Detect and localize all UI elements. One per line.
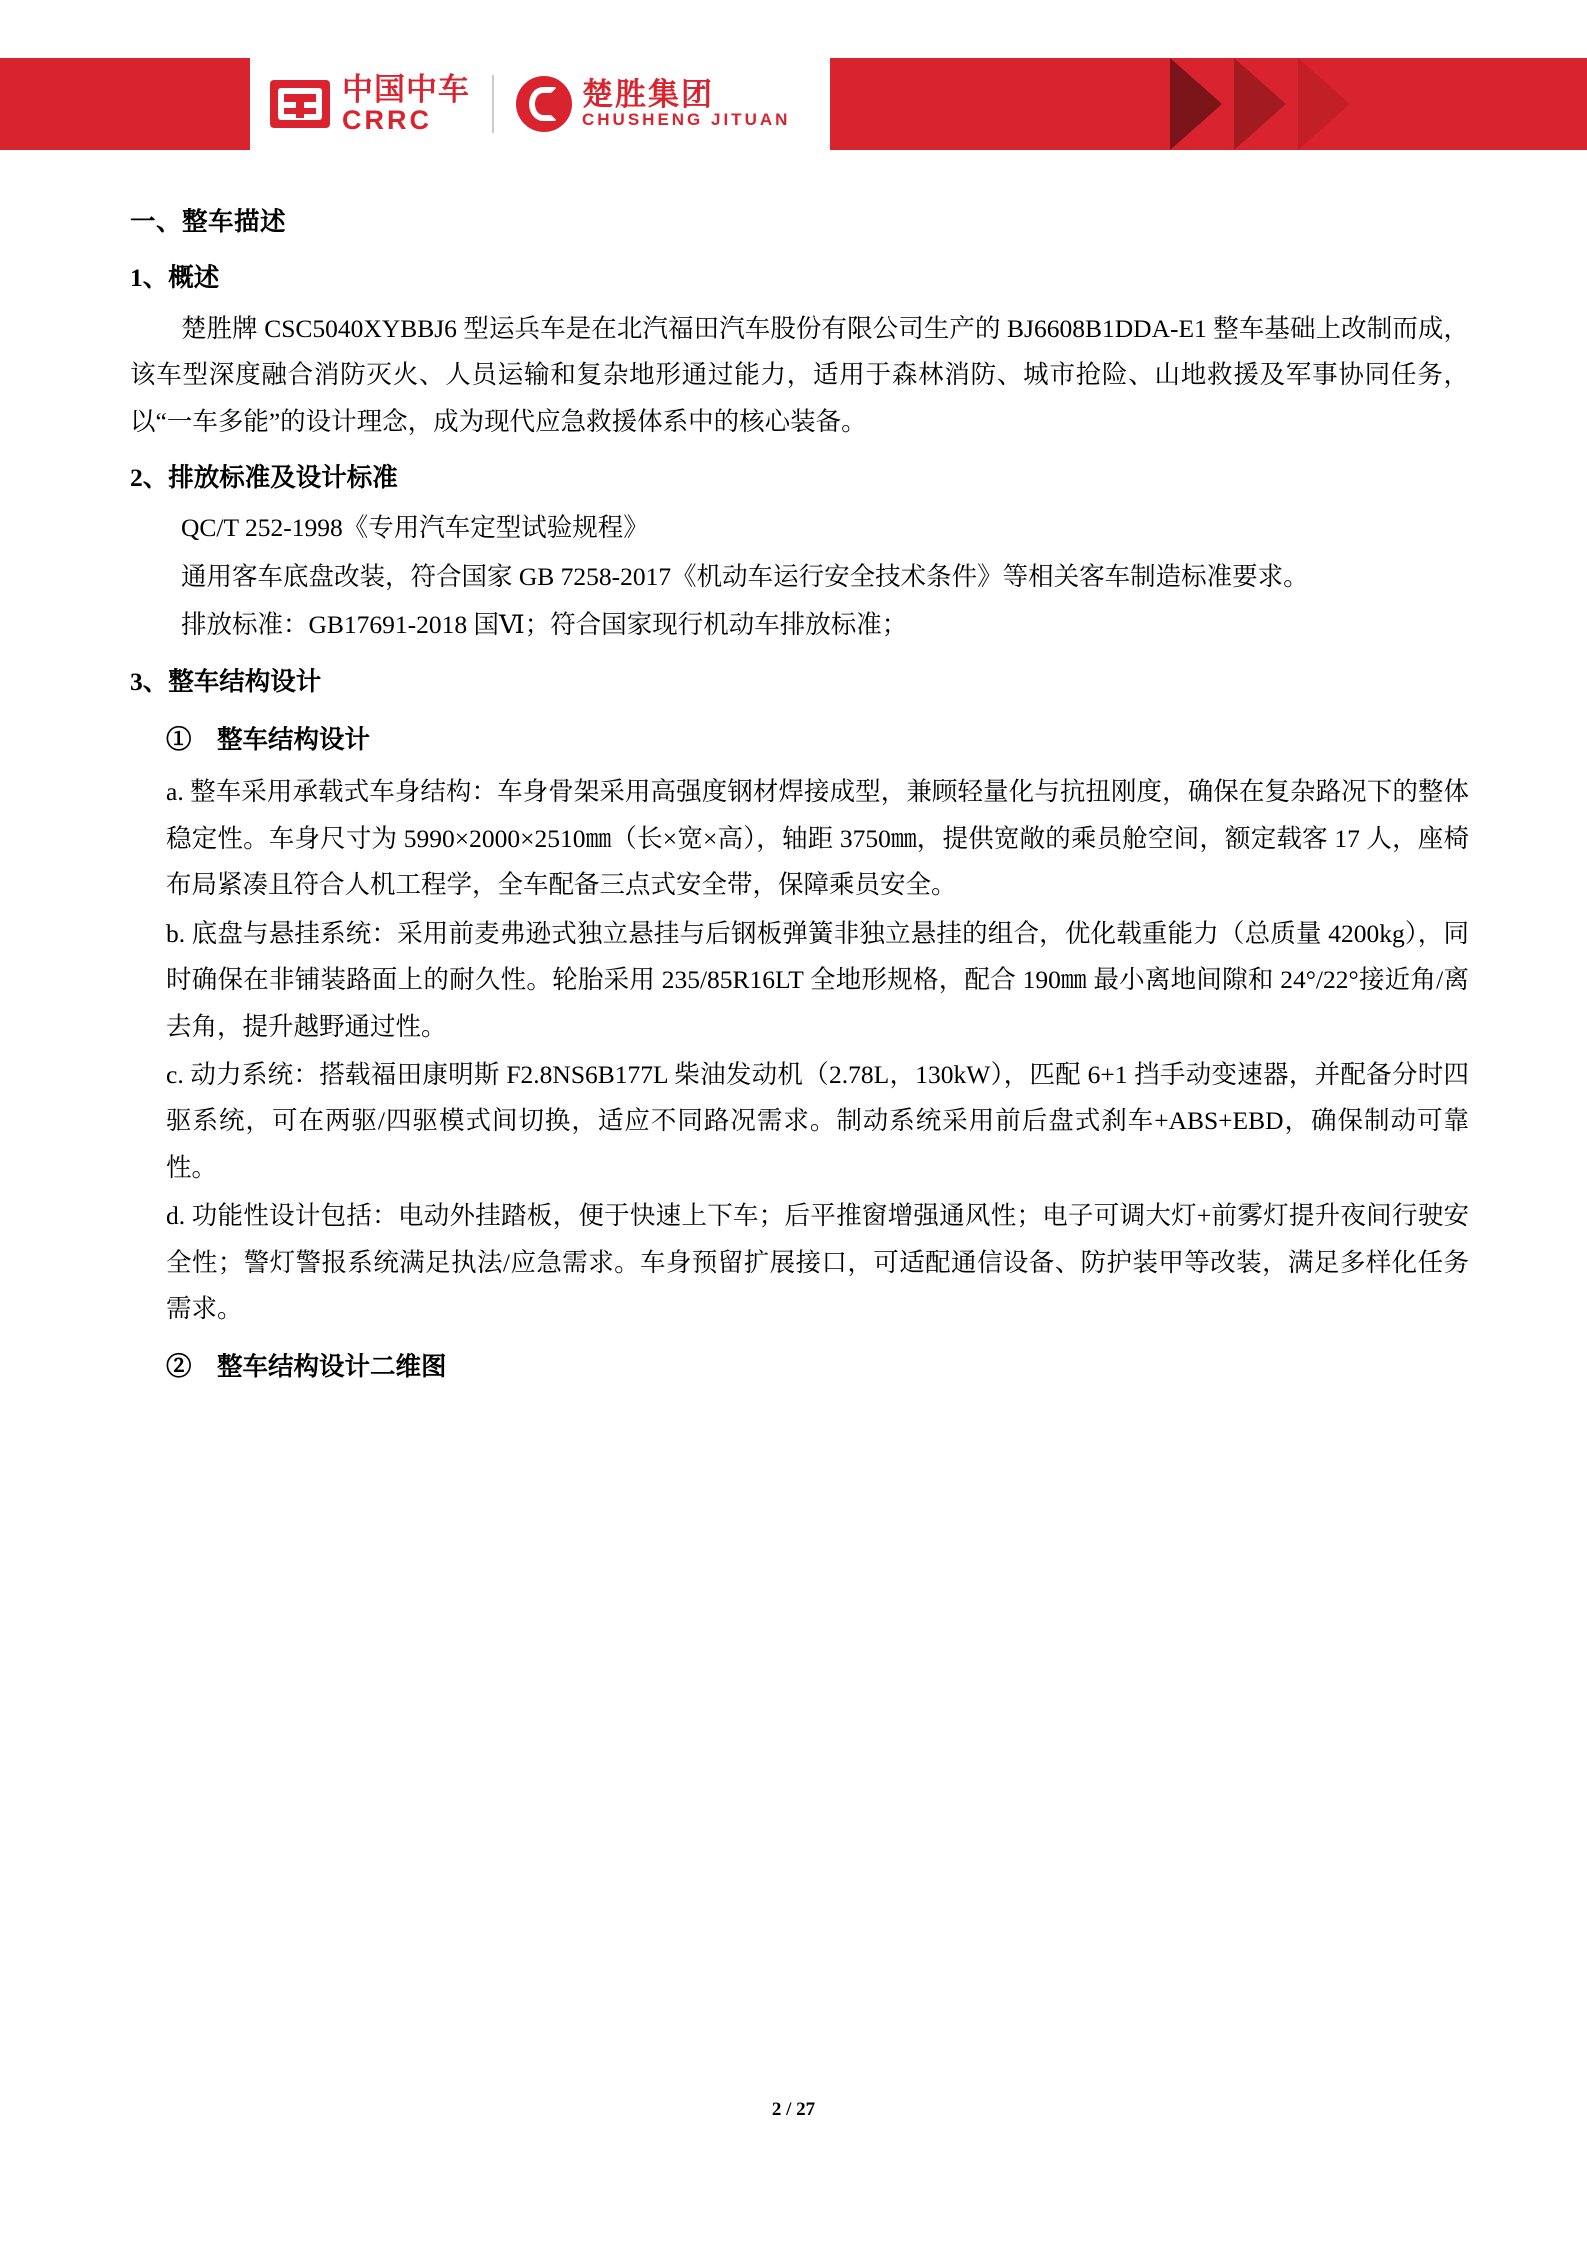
crrc-logo xyxy=(268,71,470,136)
chusheng-logo-en: CHUSHENG JITUAN xyxy=(582,110,791,130)
chusheng-logo-cn: 楚胜集团 xyxy=(582,76,714,112)
standard-line-2: 通用客车底盘改装，符合国家 GB 7258-2017《机动车运行安全技术条件》等相关客车制造标准要求。 xyxy=(181,561,1309,591)
crrc-logo-cn: 中国中车 xyxy=(342,71,470,107)
item-c-paragraph: c. 动力系统：搭载福田康明斯 F2.8NS6B177L 柴油发动机（2.78L，130kW），匹配 6+1 挡手动变速器，并配备分时四驱系统，可在两驱/四驱模式间切换，适应不同路况需求。制动系统采用前后盘式刹车+ABS+EBD，确保制动可靠性。 xyxy=(166,1059,1469,1182)
crrc-logo-en: CRRC xyxy=(342,105,432,136)
chevron-arrow-icon xyxy=(1362,58,1414,150)
page-header-banner xyxy=(0,0,1587,175)
item-heading-2d-drawing: ② 整车结构设计二维图 xyxy=(166,1352,447,1382)
header-logo-area xyxy=(250,58,830,150)
item-a-paragraph: a. 整车采用承载式车身结构：车身骨架采用高强度钢材焊接成型，兼顾轻量化与抗扭刚度，确保在复杂路况下的整体稳定性。车身尺寸为 5990×2000×2510㎜（长×宽×高），轴距 3750㎜，提供宽敞的乘员舱空间，额定载客 17 人，座椅布局紧凑且符合人机工程学，全车配备三点式安全带，保障乘员安全。 xyxy=(166,777,1469,900)
chusheng-circle-icon xyxy=(516,76,572,132)
item-heading-structure-design: ① 整车结构设计 xyxy=(166,725,371,755)
item-b-paragraph: b. 底盘与悬挂系统：采用前麦弗逊式独立悬挂与后钢板弹簧非独立悬挂的组合，优化载重能力（总质量 4200kg），同时确保在非铺装路面上的耐久性。轮胎采用 235/85R16LT 全地形规格，配合 190㎜ 最小离地间隙和 24°/22°接近角/离去角，提升越野通过性。 xyxy=(166,918,1469,1041)
subsection-heading-standards: 2、排放标准及设计标准 xyxy=(130,463,398,493)
standard-line-3: 排放标准：GB17691-2018 国Ⅵ；符合国家现行机动车排放标准； xyxy=(181,610,908,640)
header-chevron-arrows xyxy=(1150,58,1587,150)
crrc-emblem-icon xyxy=(268,74,332,134)
chevron-arrow-icon xyxy=(1170,58,1222,150)
subsection-heading-structure: 3、整车结构设计 xyxy=(130,666,322,696)
section-heading-1: 一、整车描述 xyxy=(130,207,287,236)
item-d-paragraph: d. 功能性设计包括：电动外挂踏板，便于快速上下车；后平推窗增强通风性；电子可调大灯+前雾灯提升夜间行驶安全性；警灯警报系统满足执法/应急需求。车身预留扩展接口，可适配通信设备、防护装甲等改装，满足多样化任务需求。 xyxy=(166,1201,1469,1323)
header-red-band-left xyxy=(0,58,250,150)
subsection-heading-overview: 1、概述 xyxy=(130,263,220,293)
page-number: 2 / 27 xyxy=(771,2099,816,2120)
logo-divider xyxy=(492,75,494,133)
chevron-arrow-icon xyxy=(1298,58,1350,150)
chusheng-logo xyxy=(516,76,790,132)
chevron-arrow-icon xyxy=(1234,58,1286,150)
overview-paragraph: 楚胜牌 CSC5040XYBBJ6 型运兵车是在北汽福田汽车股份有限公司生产的 BJ6608B1DDA-E1 整车基础上改制而成，该车型深度融合消防灭火、人员运输和复杂地形通过能力，适用于森林消防、城市抢险、山地救援及军事协同任务，以“一车多能”的设计理念，成为现代应急救援体系中的核心装备。 xyxy=(130,313,1469,436)
standard-line-1: QC/T 252-1998《专用汽车定型试验规程》 xyxy=(181,513,649,543)
document-body xyxy=(0,175,1587,1391)
